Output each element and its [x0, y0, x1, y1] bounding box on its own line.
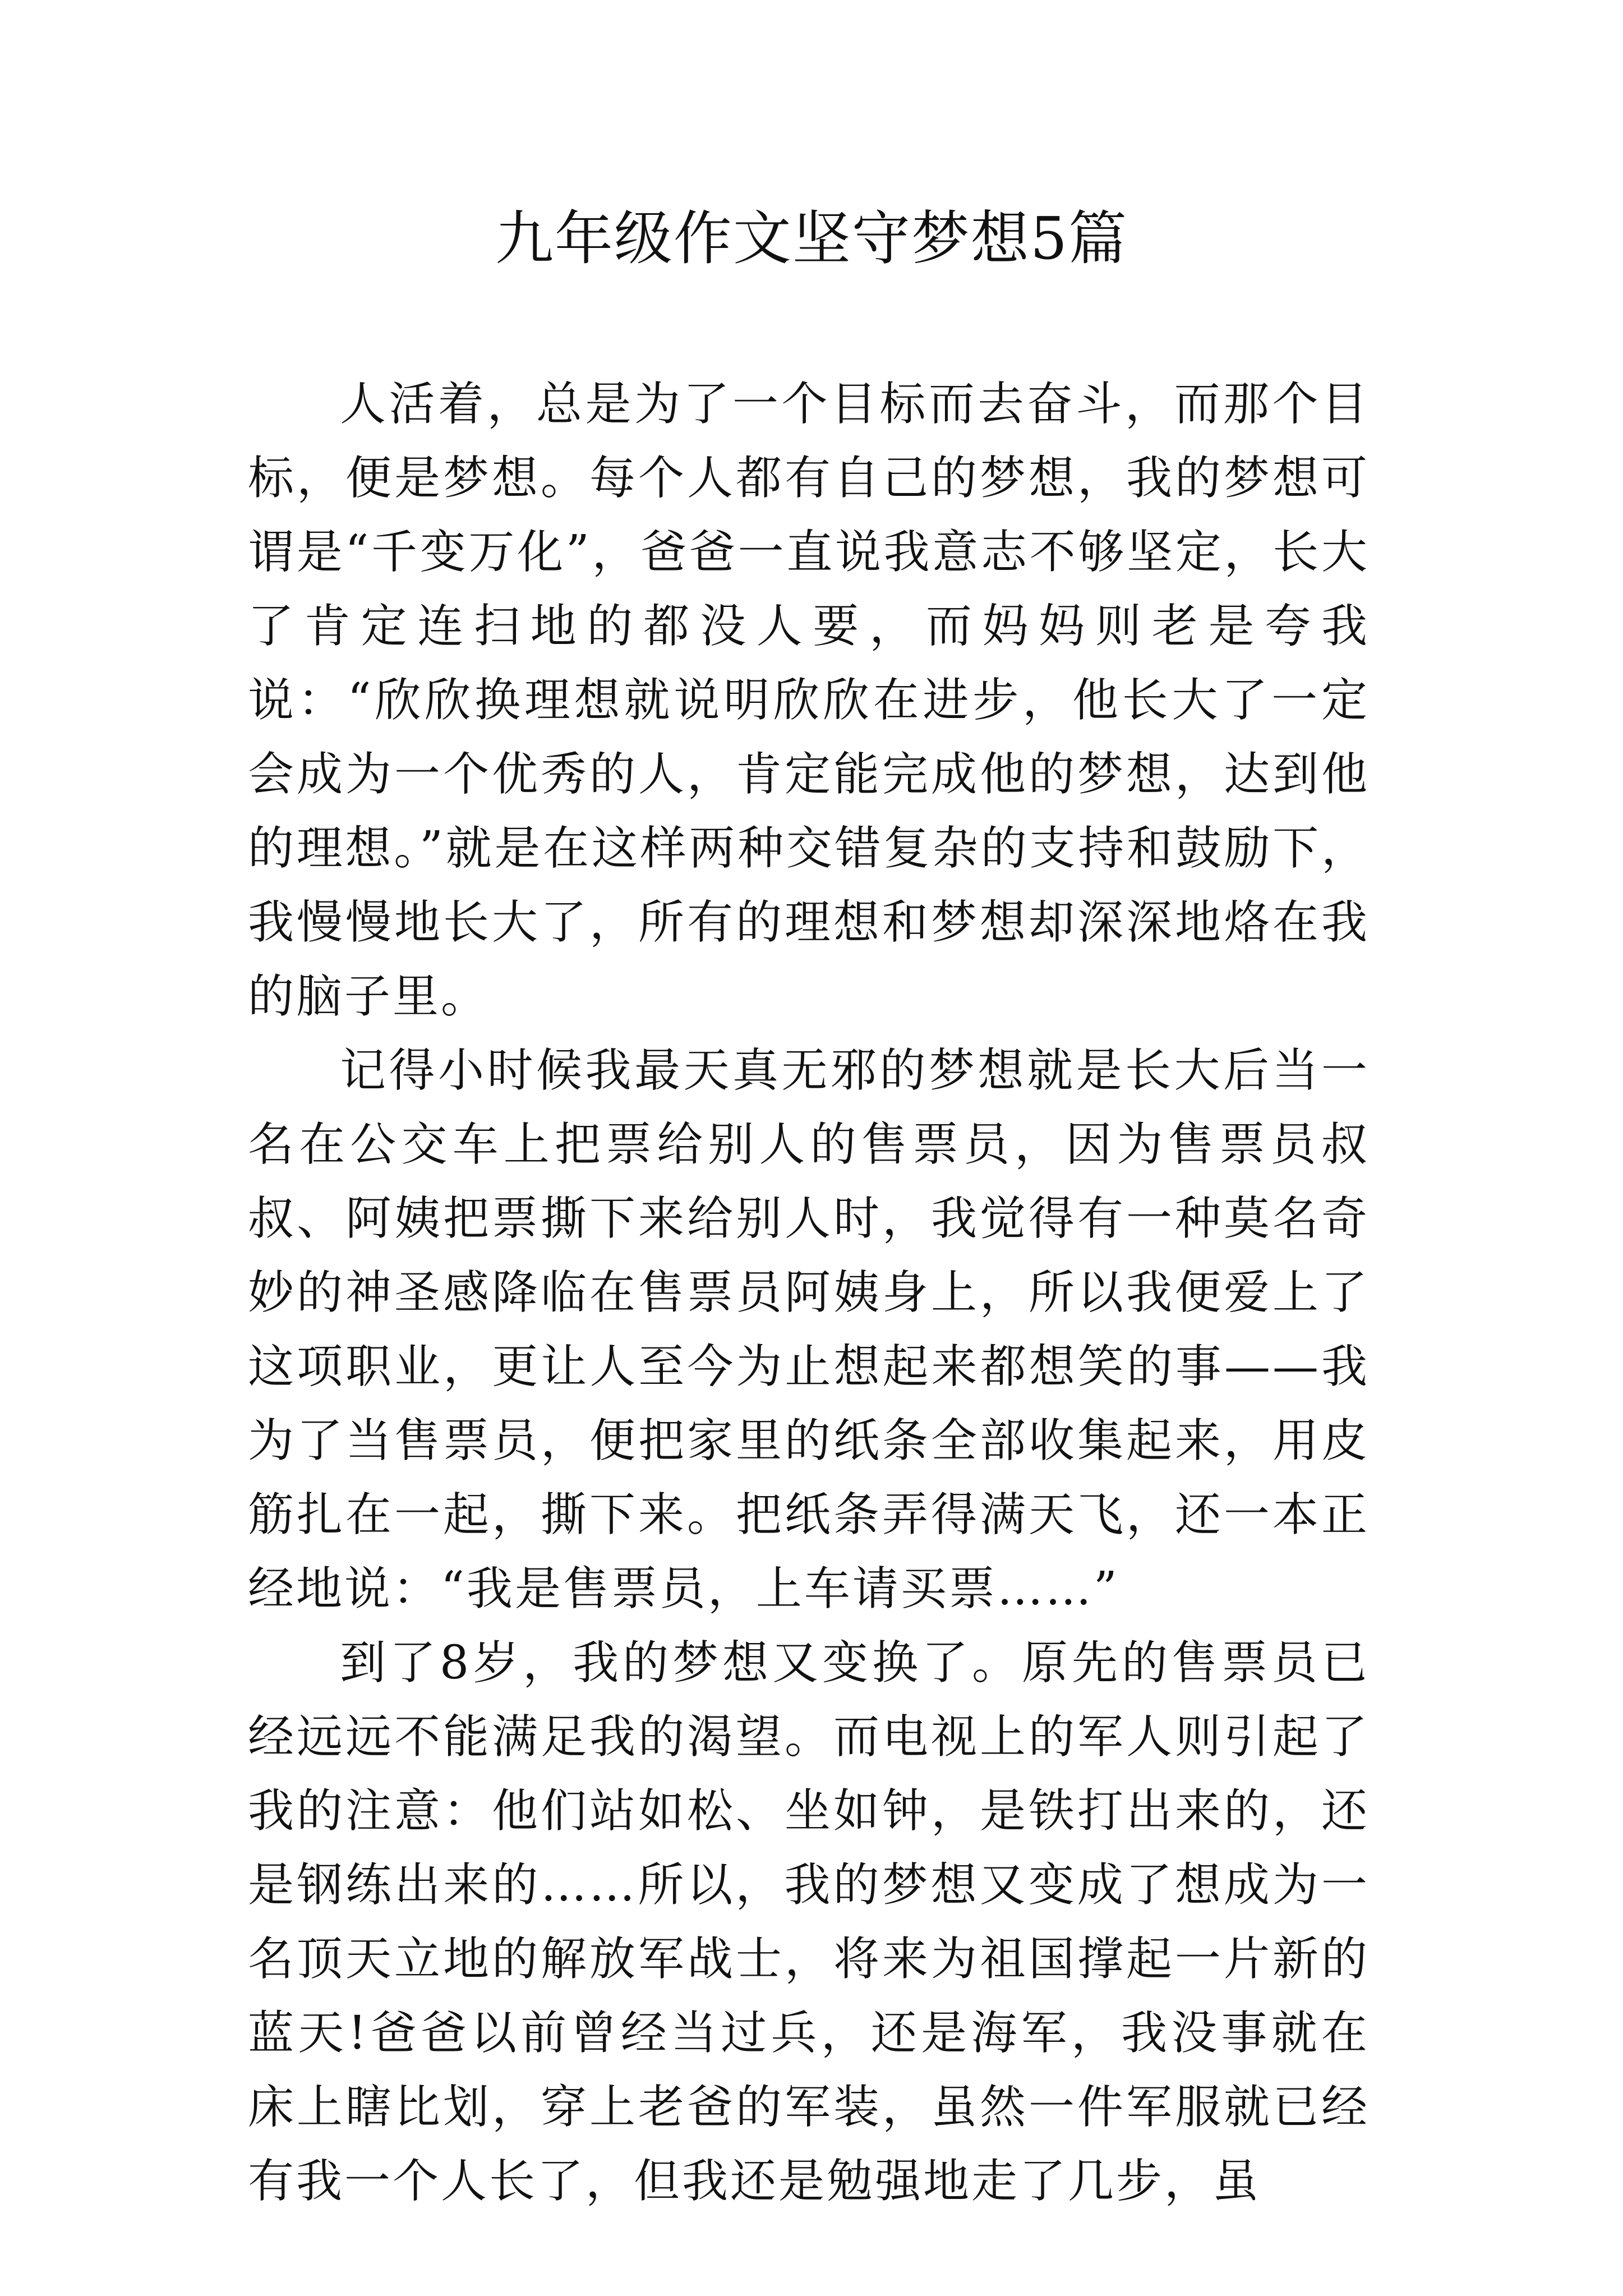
- document-body: [248, 367, 1370, 2219]
- paragraph-2: 记得小时候我最天真无邪的梦想就是长大后当一名在公交车上把票给别人的售票员，因为售票员叔叔、阿姨把票撕下来给别人时，我觉得有一种莫名奇妙的神圣感降临在售票员阿姨身上，所以我便爱上了这项职业，更让人至今为止想起来都想笑的事——我为了当售票员，便把家里的纸条全部收集起来，用皮筋扎在一起，撕下来。把纸条弄得满天飞，还一本正经地说：“我是售票员，上车请买票……”: [248, 1044, 1370, 1616]
- document-title: 九年级作文坚守梦想5篇: [495, 204, 1128, 273]
- paragraph-1: 人活着，总是为了一个目标而去奋斗，而那个目标，便是梦想。每个人都有自己的梦想，我的梦想可谓是“千变万化”，爸爸一直说我意志不够坚定，长大了肯定连扫地的都没人要，而妈妈则老是夸我说：“欣欣换理想就说明欣欣在进步，他长大了一定会成为一个优秀的人，肯定能完成他的梦想，达到他的理想。”就是在这样两种交错复杂的支持和鼓励下，我慢慢地长大了，所有的理想和梦想却深深地烙在我的脑子里。: [248, 378, 1370, 1023]
- paragraph-3: 到了8岁，我的梦想又变换了。原先的售票员已经远远不能满足我的渴望。而电视上的军人则引起了我的注意：他们站如松、坐如钟，是铁打出来的，还是钢练出来的……所以，我的梦想又变成了想成为一名顶天立地的解放军战士，将来为祖国撑起一片新的蓝天!爸爸以前曾经当过兵，还是海军，我没事就在床上瞎比划，穿上老爸的军装，虽然一件军服就已经有我一个人长了，但我还是勉强地走了几步，虽: [248, 1636, 1370, 2208]
